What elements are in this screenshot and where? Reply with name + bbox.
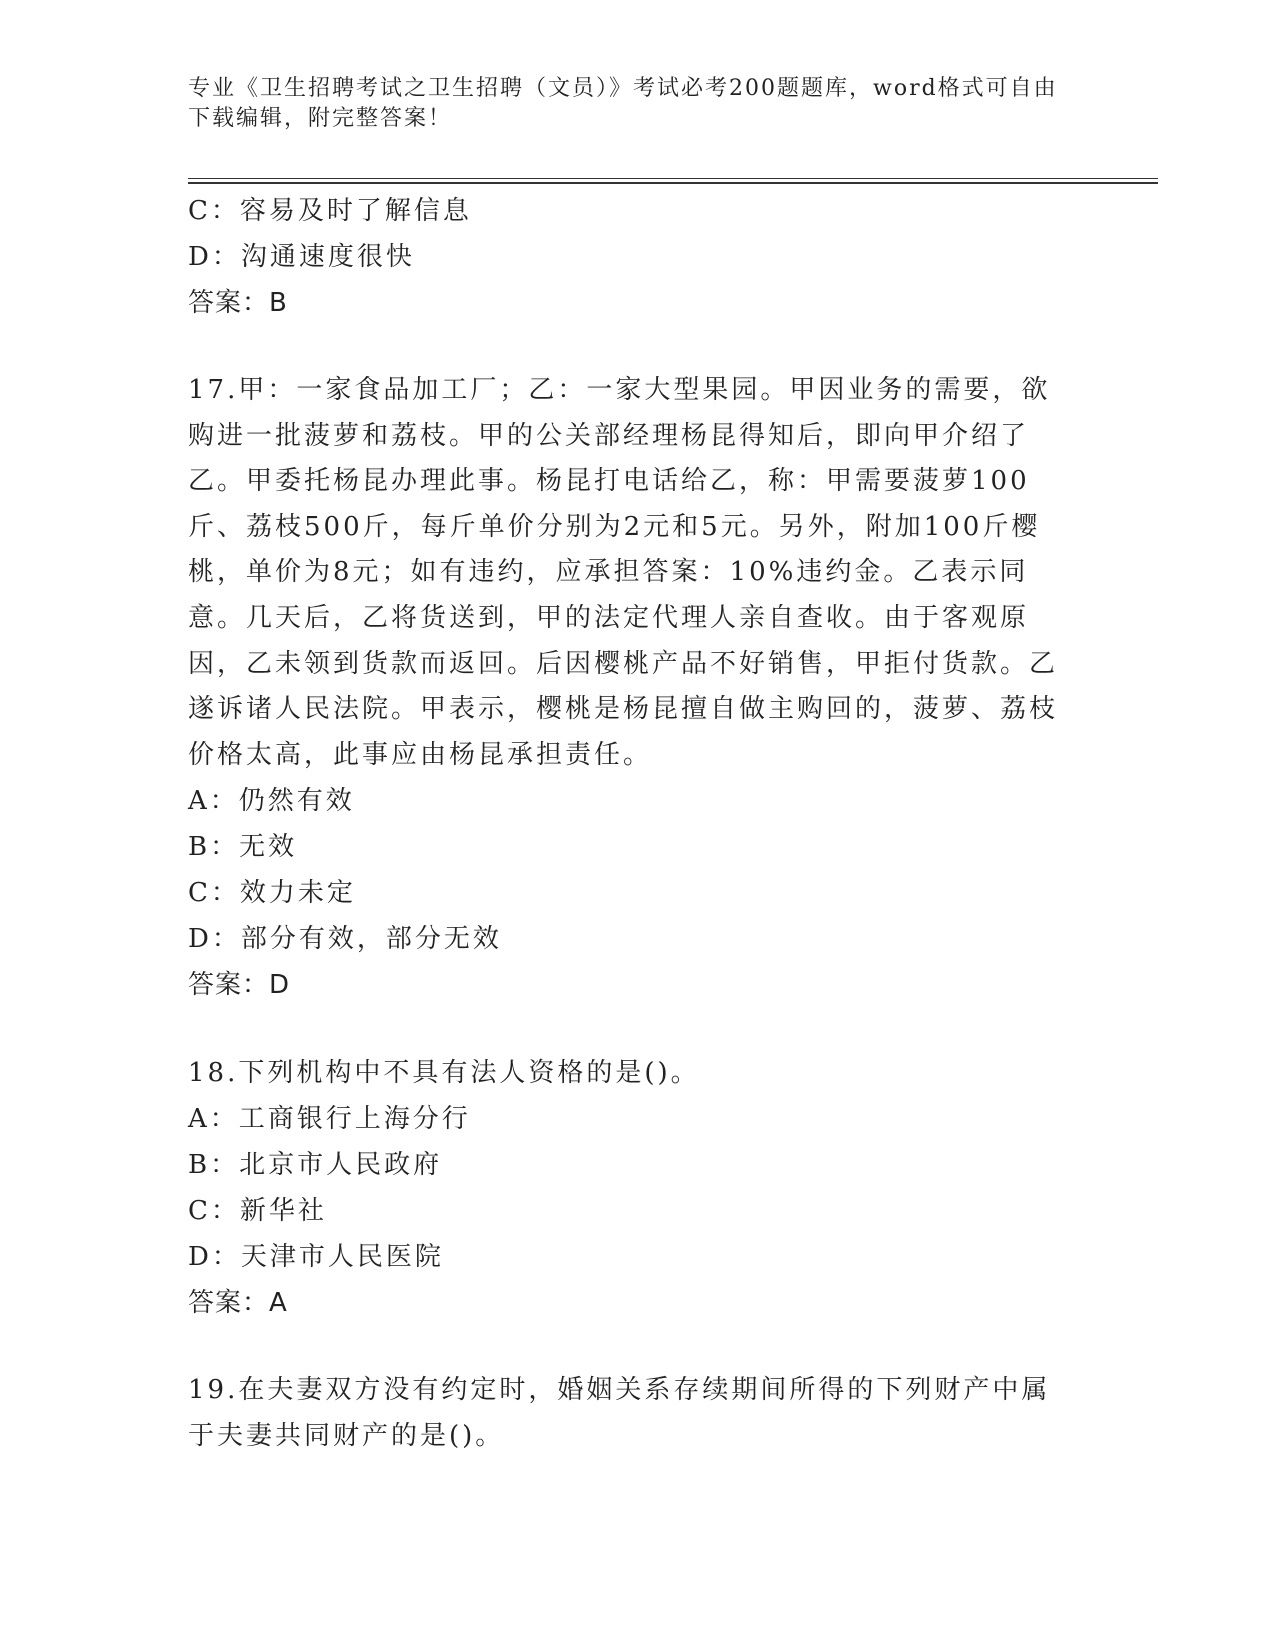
spacer (188, 1008, 1088, 1050)
q18-option-c: C：新华社 (188, 1196, 327, 1227)
spacer (188, 326, 1088, 368)
q16-option-c: C：容易及时了解信息 (188, 196, 472, 226)
q18-option-a: A：工商银行上海分行 (188, 1104, 471, 1135)
document-header: 专业《卫生招聘考试之卫生招聘（文员）》考试必考200题题库，word格式可自由下载编辑，附完整答案！ (188, 76, 1058, 131)
q19-stem: 19.在夫妻双方没有约定时，婚姻关系存续期间所得的下列财产中属于夫妻共同财产的是()。 (188, 1375, 1051, 1451)
header-divider-thin (188, 178, 1158, 179)
question-16-fragment (188, 188, 1088, 326)
spacer (188, 1326, 1088, 1368)
document-body (188, 188, 1088, 1460)
header-divider-thick (188, 182, 1158, 184)
q16-option-d: D：沟通速度很快 (188, 242, 415, 272)
q18-answer: 答案：A (188, 1288, 288, 1319)
q17-option-a: A：仍然有效 (188, 786, 355, 817)
q17-option-b: B：无效 (188, 832, 298, 863)
q18-option-d: D：天津市人民医院 (188, 1242, 444, 1273)
q17-option-c: C：效力未定 (188, 878, 356, 909)
q16-answer: 答案：B (188, 288, 288, 318)
q18-option-b: B：北京市人民政府 (188, 1150, 443, 1181)
q17-stem: 17.甲：一家食品加工厂；乙：一家大型果园。甲因业务的需要，欲购进一批菠萝和荔枝。甲的公关部经理杨昆得知后，即向甲介绍了乙。甲委托杨昆办理此事。杨昆打电话给乙，称：甲需要菠萝100斤、荔枝500斤，每斤单价分别为2元和5元。另外，附加100斤樱桃，单价为8元；如有违约，应承担答案：10%违约金。乙表示同意。几天后，乙将货送到，甲的法定代理人亲自查收。由于客观原因，乙未领到货款而返回。后因樱桃产品不好销售，甲拒付货款。乙遂诉诸人民法院。甲表示，樱桃是杨昆擅自做主购回的，菠萝、荔枝价格太高，此事应由杨昆承担责任。 (188, 375, 1059, 770)
q18-stem: 18.下列机构中不具有法人资格的是()。 (188, 1058, 700, 1089)
question-18 (188, 1050, 1088, 1326)
question-17 (188, 368, 1088, 1008)
q17-answer: 答案：D (188, 970, 291, 1001)
question-19 (188, 1368, 1088, 1459)
q17-option-d: D：部分有效，部分无效 (188, 924, 502, 955)
